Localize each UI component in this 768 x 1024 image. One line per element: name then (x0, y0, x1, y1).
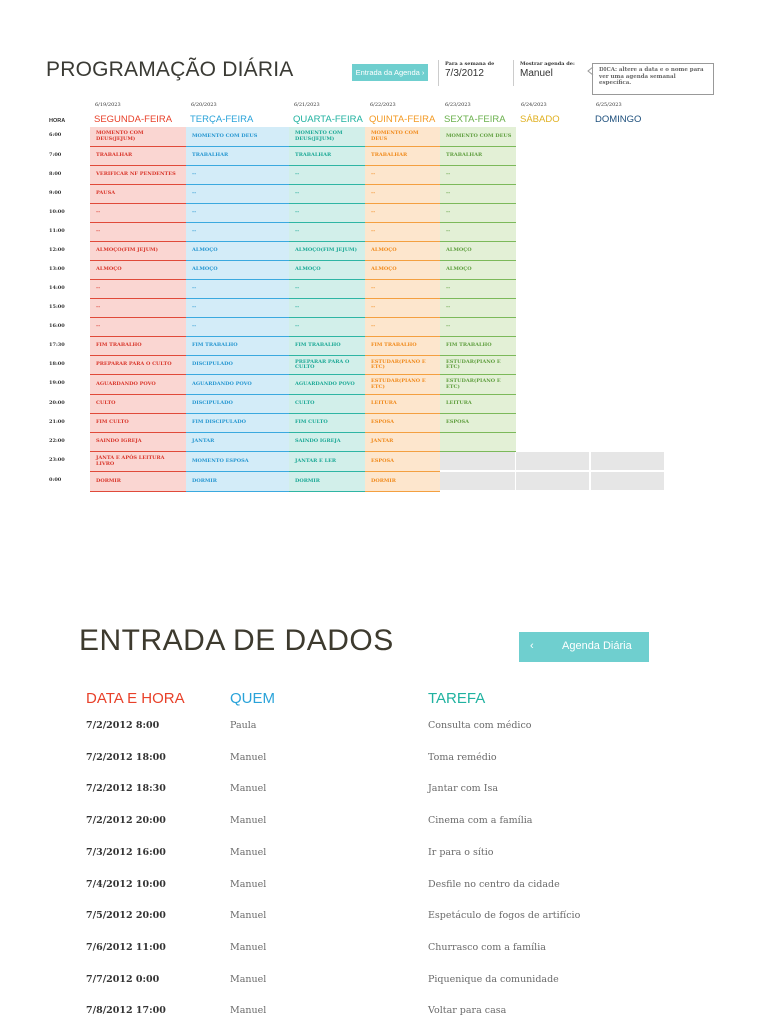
schedule-cell[interactable]: -- (365, 280, 440, 299)
divider (438, 60, 439, 86)
schedule-cell[interactable]: FIM TRABALHO (289, 337, 365, 356)
schedule-cell[interactable]: DORMIR (90, 472, 186, 492)
day-date: 6/24/2023 (521, 102, 547, 108)
entry-who[interactable]: Paula (230, 720, 257, 731)
time-label: 12:00 (49, 247, 65, 253)
time-label: 7:00 (49, 152, 62, 158)
time-label: 22:00 (49, 438, 65, 444)
entry-datetime[interactable]: 7/5/2012 20:00 (86, 910, 166, 922)
schedule-cell[interactable]: LEITURA (440, 395, 516, 414)
chevron-right-icon: › (421, 68, 425, 77)
schedule-cell[interactable]: ESPOSA (365, 452, 440, 472)
entry-datetime[interactable]: 7/3/2012 16:00 (86, 846, 166, 858)
schedule-cell[interactable]: ESTUDAR(PIANO E ETC) (440, 375, 516, 395)
schedule-cell[interactable]: ESPOSA (440, 414, 516, 433)
daily-agenda-label: Agenda Diária (562, 640, 632, 652)
schedule-cell[interactable]: -- (90, 223, 186, 242)
schedule-cell[interactable]: DORMIR (365, 472, 440, 492)
schedule-cell[interactable]: TRABALHAR (186, 147, 289, 166)
schedule-cell[interactable]: -- (365, 223, 440, 242)
agenda-select[interactable]: Manuel (520, 68, 553, 79)
schedule-cell[interactable]: CULTO (289, 395, 365, 414)
time-label: 23:00 (49, 457, 65, 463)
schedule-cell[interactable]: MOMENTO COM DEUS (365, 127, 440, 147)
entry-datetime[interactable]: 7/7/2012 0:00 (86, 973, 160, 985)
schedule-cell[interactable]: FIM CULTO (289, 414, 365, 433)
entry-task[interactable]: Consulta com médico (428, 720, 532, 731)
entry-task[interactable]: Piquenique da comunidade (428, 973, 559, 985)
entry-task[interactable]: Cinema com a família (428, 815, 533, 827)
schedule-cell[interactable]: ALMOÇO (365, 242, 440, 261)
empty-cell (440, 472, 515, 490)
entry-task[interactable]: Voltar para casa (428, 1005, 507, 1017)
day-name: DOMINGO (595, 114, 642, 125)
schedule-cell[interactable]: -- (186, 318, 289, 337)
agenda-label: Mostrar agenda de: (520, 61, 575, 67)
schedule-cell[interactable]: -- (186, 223, 289, 242)
schedule-cell[interactable]: ALMOÇO (289, 261, 365, 280)
schedule-cell[interactable]: ALMOÇO (90, 261, 186, 280)
schedule-cell[interactable]: DISCIPULADO (186, 356, 289, 375)
entry-datetime[interactable]: 7/2/2012 8:00 (86, 720, 160, 731)
schedule-cell[interactable]: SAINDO IGREJA (289, 433, 365, 452)
schedule-cell[interactable]: -- (186, 185, 289, 204)
entry-who[interactable]: Manuel (230, 941, 267, 953)
week-input[interactable]: 7/3/2012 (445, 68, 484, 79)
schedule-cell[interactable]: -- (90, 318, 186, 337)
schedule-cell[interactable]: ALMOÇO(FIM JEJUM) (289, 242, 365, 261)
entry-agenda-button[interactable] (352, 64, 428, 81)
schedule-cell[interactable]: -- (440, 223, 516, 242)
schedule-cell[interactable]: MOMENTO COM DEUS(JEJUM) (90, 127, 186, 147)
schedule-cell[interactable]: LEITURA (365, 395, 440, 414)
day-name: SÁBADO (520, 114, 560, 125)
week-label: Para a semana de (445, 61, 495, 67)
schedule-cell[interactable]: FIM TRABALHO (440, 337, 516, 356)
entry-who[interactable]: Manuel (230, 1005, 267, 1017)
schedule-cell[interactable]: -- (186, 204, 289, 223)
schedule-cell[interactable]: -- (440, 185, 516, 204)
time-label: 21:00 (49, 419, 65, 425)
schedule-cell[interactable]: TRABALHAR (440, 147, 516, 166)
entry-datetime[interactable]: 7/2/2012 20:00 (86, 815, 166, 827)
day-name: SEXTA-FEIRA (444, 114, 506, 125)
schedule-cell[interactable]: MOMENTO COM DEUS (440, 127, 516, 147)
schedule-cell[interactable]: -- (289, 166, 365, 185)
schedule-cell[interactable]: ESTUDAR(PIANO E ETC) (440, 356, 516, 375)
schedule-cell[interactable]: -- (90, 280, 186, 299)
day-date: 6/20/2023 (191, 102, 217, 108)
column-header-datetime[interactable]: DATA E HORA (86, 690, 185, 707)
day-name: SEGUNDA-FEIRA (94, 114, 173, 125)
time-label: 18:00 (49, 361, 65, 367)
schedule-cell[interactable]: -- (365, 299, 440, 318)
entry-title: ENTRADA DE DADOS (79, 624, 394, 657)
schedule-cell[interactable]: DORMIR (186, 472, 289, 492)
time-label: 11:00 (49, 228, 65, 234)
time-label: 17:30 (49, 342, 65, 348)
schedule-cell[interactable]: MOMENTO COM DEUS (186, 127, 289, 147)
time-label: 13:00 (49, 266, 65, 272)
schedule-cell[interactable]: -- (365, 204, 440, 223)
day-date: 6/19/2023 (95, 102, 121, 108)
entry-who[interactable]: Manuel (230, 878, 267, 890)
entry-task[interactable]: Churrasco com a família (428, 941, 546, 953)
schedule-cell[interactable]: -- (289, 185, 365, 204)
column-header-task[interactable]: TAREFA (428, 690, 486, 707)
schedule-cell[interactable]: -- (365, 318, 440, 337)
schedule-cell[interactable] (440, 433, 516, 452)
entry-task[interactable]: Toma remédio (428, 751, 497, 763)
time-label: 8:00 (49, 171, 62, 177)
schedule-cell[interactable]: AGUARDANDO POVO (90, 375, 186, 395)
schedule-cell[interactable]: FIM CULTO (90, 414, 186, 433)
time-label: 6:00 (49, 132, 62, 138)
empty-cell (440, 452, 515, 470)
entry-task[interactable]: Jantar com Isa (428, 783, 498, 795)
schedule-cell[interactable]: ALMOÇO (186, 261, 289, 280)
schedule-cell[interactable]: -- (90, 299, 186, 318)
time-label: 10:00 (49, 209, 65, 215)
schedule-cell[interactable]: ALMOÇO (186, 242, 289, 261)
schedule-cell[interactable]: VERIFICAR NF PENDENTES (90, 166, 186, 185)
hora-header: HORA (49, 118, 66, 124)
schedule-cell[interactable]: ESTUDAR(PIANO E ETC) (365, 356, 440, 375)
day-date: 6/25/2023 (596, 102, 622, 108)
empty-cell (516, 452, 589, 470)
schedule-cell[interactable]: -- (186, 299, 289, 318)
empty-cell (591, 472, 664, 490)
schedule-cell[interactable]: FIM TRABALHO (90, 337, 186, 356)
entry-task[interactable]: Desfile no centro da cidade (428, 878, 560, 890)
page-title: PROGRAMAÇÃO DIÁRIA (46, 58, 294, 81)
day-name: TERÇA-FEIRA (190, 114, 254, 125)
day-name: QUINTA-FEIRA (369, 114, 436, 125)
time-label: 14:00 (49, 285, 65, 291)
entry-datetime[interactable]: 7/8/2012 17:00 (86, 1005, 166, 1017)
day-date: 6/23/2023 (445, 102, 471, 108)
schedule-cell[interactable]: PREPARAR PARA O CULTO (90, 356, 186, 375)
column-header-who[interactable]: QUEM (230, 690, 275, 707)
schedule-cell[interactable]: -- (440, 318, 516, 337)
entry-who[interactable]: Manuel (230, 815, 267, 827)
day-name: QUARTA-FEIRA (293, 114, 363, 125)
schedule-cell[interactable]: PREPARAR PARA O CULTO (289, 356, 365, 375)
tip-box: DICA: altere a data e o nome para ver uma agenda semanal específica. (592, 63, 714, 95)
schedule-cell[interactable]: -- (186, 280, 289, 299)
schedule-cell[interactable]: -- (186, 166, 289, 185)
schedule-cell[interactable]: MOMENTO ESPOSA (186, 452, 289, 472)
schedule-cell[interactable]: TRABALHAR (90, 147, 186, 166)
schedule-cell[interactable]: -- (365, 185, 440, 204)
schedule-cell[interactable]: -- (440, 280, 516, 299)
entry-who[interactable]: Manuel (230, 751, 267, 763)
schedule-cell[interactable]: JANTA E APÓS LEITURA LIVRO (90, 452, 186, 472)
divider (513, 60, 514, 86)
schedule-cell[interactable]: PAUSA (90, 185, 186, 204)
time-label: 20:00 (49, 400, 65, 406)
empty-cell (591, 452, 664, 470)
schedule-cell[interactable]: FIM TRABALHO (365, 337, 440, 356)
entry-datetime[interactable]: 7/2/2012 18:00 (86, 751, 166, 763)
entry-task[interactable]: Espetáculo de fogos de artifício (428, 910, 581, 922)
schedule-cell[interactable]: ESPOSA (365, 414, 440, 433)
schedule-cell[interactable]: -- (440, 166, 516, 185)
empty-cell (516, 472, 589, 490)
schedule-cell[interactable]: ESTUDAR(PIANO E ETC) (365, 375, 440, 395)
schedule-cell[interactable]: ALMOÇO (440, 242, 516, 261)
day-date: 6/21/2023 (294, 102, 320, 108)
schedule-cell[interactable]: TRABALHAR (289, 147, 365, 166)
entry-datetime[interactable]: 7/4/2012 10:00 (86, 878, 166, 890)
time-label: 0:00 (49, 477, 62, 483)
schedule-cell[interactable]: -- (289, 299, 365, 318)
schedule-cell[interactable]: ALMOÇO(FIM JEJUM) (90, 242, 186, 261)
schedule-cell[interactable]: DISCIPULADO (186, 395, 289, 414)
entry-datetime[interactable]: 7/2/2012 18:30 (86, 783, 166, 795)
schedule-cell[interactable]: -- (90, 204, 186, 223)
schedule-cell[interactable]: JANTAR (365, 433, 440, 452)
entry-agenda-label: Entrada da Agenda (355, 68, 420, 77)
entry-datetime[interactable]: 7/6/2012 11:00 (86, 941, 166, 953)
schedule-cell[interactable]: ALMOÇO (365, 261, 440, 280)
schedule-cell[interactable]: -- (440, 204, 516, 223)
schedule-cell[interactable]: FIM DISCIPULADO (186, 414, 289, 433)
schedule-cell[interactable]: JANTAR (186, 433, 289, 452)
schedule-cell[interactable]: JANTAR E LER (289, 452, 365, 472)
daily-agenda-button[interactable] (519, 632, 649, 662)
schedule-cell[interactable]: AGUARDANDO POVO (289, 375, 365, 395)
schedule-cell[interactable]: -- (289, 204, 365, 223)
time-label: 9:00 (49, 190, 62, 196)
schedule-cell[interactable]: CULTO (90, 395, 186, 414)
day-date: 6/22/2023 (370, 102, 396, 108)
schedule-cell[interactable]: DORMIR (289, 472, 365, 492)
schedule-cell[interactable]: ALMOÇO (440, 261, 516, 280)
schedule-cell[interactable]: -- (289, 223, 365, 242)
time-label: 15:00 (49, 304, 65, 310)
schedule-cell[interactable]: FIM TRABALHO (186, 337, 289, 356)
entry-task[interactable]: Ir para o sítio (428, 846, 494, 858)
schedule-cell[interactable]: -- (289, 318, 365, 337)
schedule-cell[interactable]: SAINDO IGREJA (90, 433, 186, 452)
schedule-cell[interactable]: AGUARDANDO POVO (186, 375, 289, 395)
chevron-left-icon: ‹ (530, 640, 534, 652)
schedule-cell[interactable]: -- (289, 280, 365, 299)
schedule-cell[interactable]: -- (365, 166, 440, 185)
schedule-cell[interactable]: MOMENTO COM DEUS(JEJUM) (289, 127, 365, 147)
entry-who[interactable]: Manuel (230, 783, 267, 795)
entry-who[interactable]: Manuel (230, 846, 267, 858)
entry-who[interactable]: Manuel (230, 973, 267, 985)
entry-who[interactable]: Manuel (230, 910, 267, 922)
time-label: 19:00 (49, 380, 65, 386)
schedule-cell[interactable]: TRABALHAR (365, 147, 440, 166)
time-label: 16:00 (49, 323, 65, 329)
schedule-cell[interactable]: -- (440, 299, 516, 318)
